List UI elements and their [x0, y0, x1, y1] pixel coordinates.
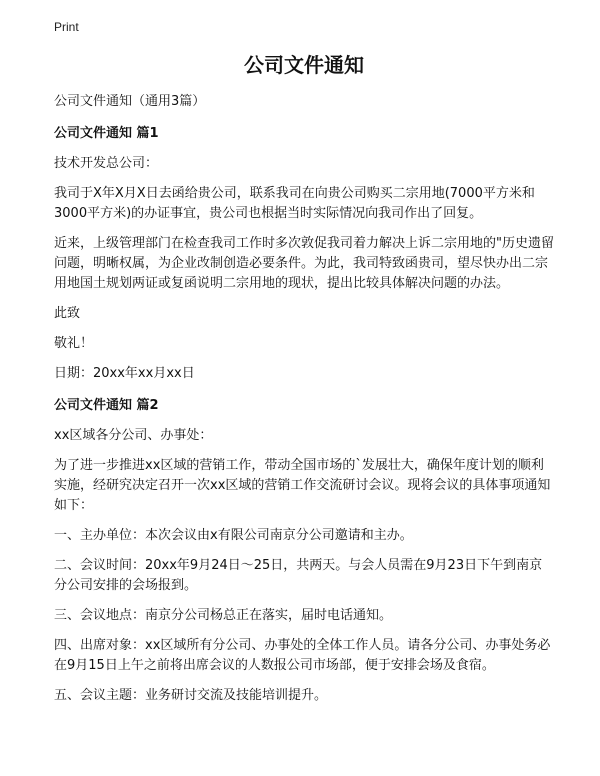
salutation: 技术开发总公司： [54, 156, 159, 171]
document-subtitle: 公司文件通知（通用3篇） [54, 94, 206, 109]
closing-line: 此致 [54, 306, 81, 321]
list-item: 四、出席对象：xx区域所有分公司、办事处的全体工作人员。请各分公司、办事处务必在9月15日上午之前将出席会议的人数报公司市场部，便于安排会场及食宿。 [54, 638, 551, 673]
salutation: xx区域各分公司、办事处： [54, 428, 213, 443]
list-item: 五、会议主题：业务研讨交流及技能培训提升。 [54, 688, 328, 703]
closing-line: 敬礼！ [54, 336, 94, 351]
list-item: 一、主办单位：本次会议由x有限公司南京分公司邀请和主办。 [54, 528, 413, 543]
list-item: 三、会议地点：南京分公司杨总正在落实，届时电话通知。 [54, 608, 393, 623]
section-heading: 公司文件通知 篇2 [54, 398, 159, 413]
list-item: 二、会议时间：20xx年9月24日～25日，共两天。与会人员需在9月23日下午到南京分公司安排的会场报到。 [54, 558, 543, 593]
paragraph: 我司于X年X月X日去函给贵公司，联系我司在向贵公司购买二宗用地(7000平方米和3000平方米)的办证事宜，贵公司也根据当时实际情况向我司作出了回复。 [54, 186, 535, 221]
document-title: 公司文件通知 [244, 53, 364, 77]
section-heading: 公司文件通知 篇1 [54, 126, 159, 141]
date-line: 日期：20xx年xx月xx日 [54, 366, 195, 381]
paragraph: 近来，上级管理部门在检查我司工作时多次敦促我司着力解决上诉二宗用地的"历史遗留问题，明晰权属，为企业改制创造必要条件。为此，我司特致函贵司，望尽快办出二宗用地国土规划两证或复函说明二宗用地的现状，提出比较具体解决问题的办法。 [54, 236, 554, 291]
document-body [54, 48, 554, 706]
paragraph: 为了进一步推进xx区域的营销工作，带动全国市场的`发展壮大，确保年度计划的顺利实施，经研究决定召开一次xx区域的营销工作交流研讨会议。现将会议的具体事项通知如下： [54, 458, 551, 513]
print-link[interactable]: Print [54, 20, 79, 34]
